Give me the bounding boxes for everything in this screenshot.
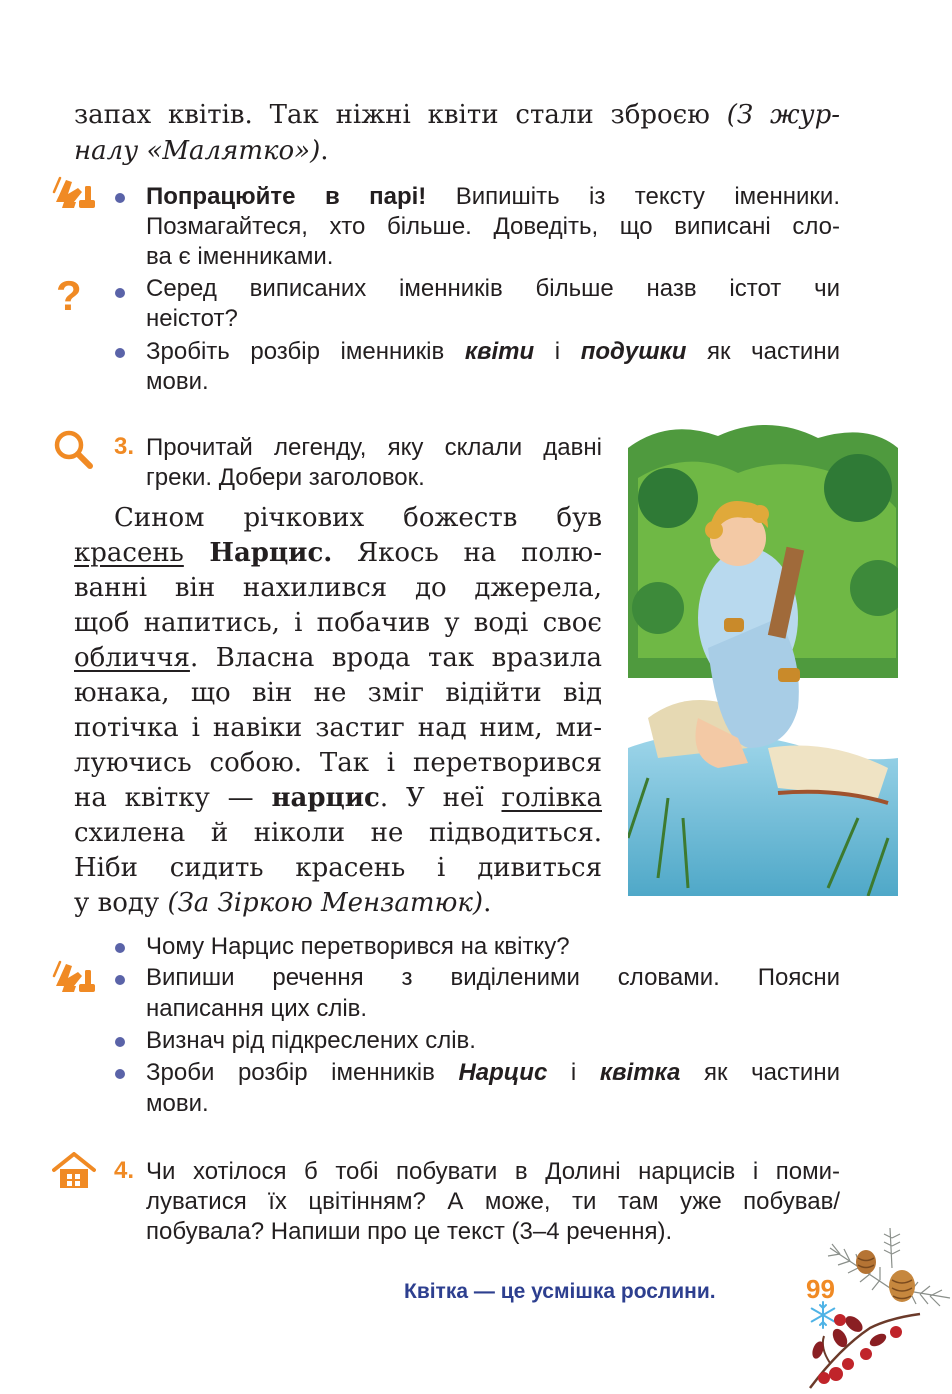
bullet-dot	[115, 348, 125, 358]
magnifier-icon	[52, 428, 96, 472]
footer-motto: Квітка — це усмішка рослини.	[404, 1280, 716, 1303]
pine-branch-decoration	[800, 1228, 952, 1394]
legend-line-10: схилена й ніколи не підводиться.	[74, 818, 602, 848]
question-4-line-1	[146, 1057, 840, 1089]
question-text: Зроби розбір іменників	[146, 1059, 459, 1086]
legend-line-11: Ніби сидить красень і дивиться	[74, 853, 602, 883]
pair-task-text: Випишіть із тексту іменники.	[426, 183, 840, 210]
legend-line-5	[74, 641, 602, 676]
legend-line-7: потічка і навіки застиг над ним, ми-	[74, 713, 602, 743]
question-word-1: Нарцис	[458, 1059, 548, 1086]
legend-line-8: луючись собою. Так і перетворився	[74, 748, 602, 778]
question-3: Визнач рід підкреслених слів.	[146, 1027, 476, 1054]
writing-hand-icon	[52, 172, 98, 212]
bullet-dot	[115, 1069, 125, 1079]
bullet-dot	[115, 1037, 125, 1047]
legend-line-2	[74, 536, 602, 571]
legend-line-9	[74, 781, 602, 816]
legend-line-4: щоб напитись, і побачив у воді своє	[74, 608, 602, 638]
question-2-line-2: написання цих слів.	[146, 995, 368, 1022]
question-word-2: квітка	[599, 1059, 681, 1086]
intro-source: (З жур-	[726, 100, 841, 130]
bold-word: Нарцис.	[183, 538, 333, 568]
intro-line-2	[74, 134, 328, 169]
underlined-word: обличчя	[74, 643, 190, 673]
analysis-text: Зробіть розбір іменників	[146, 338, 465, 365]
pair-task-line-2: Позмагайтеся, хто більше. Доведіть, що виписані сло-	[146, 213, 840, 240]
underlined-word: голівка	[501, 783, 602, 813]
analysis-word-1: квіти	[464, 338, 535, 365]
intro-source-cont: налу «Малятко»)	[74, 136, 321, 166]
page-number: 99	[806, 1274, 835, 1304]
bullet-dot	[115, 943, 125, 953]
intro-period: .	[320, 136, 329, 166]
writing-hand-icon	[52, 956, 98, 996]
question-line-1: Серед виписаних іменників більше назв істот чи	[146, 275, 840, 302]
bullet-dot	[115, 193, 125, 203]
legend-line-1	[74, 501, 602, 536]
legend-line-12	[74, 886, 491, 921]
task4-line-3: побувала? Напиши про це текст (3–4 речення).	[146, 1218, 673, 1245]
intro-line-1	[74, 98, 840, 133]
legend-text: Сином річкових божеств був	[114, 503, 602, 533]
question-mark-icon: ?	[56, 272, 82, 319]
pair-task-line-1	[146, 181, 840, 213]
task4-line-1: Чи хотілося б тобі побувати в Долині нарцисів і поми-	[146, 1158, 840, 1185]
pair-task-heading: Попрацюйте в парі!	[146, 183, 427, 210]
narcissus-illustration	[628, 418, 898, 896]
question-conj: і	[547, 1059, 600, 1086]
bullet-dot	[115, 975, 125, 985]
legend-line-6: юнака, що він не зміг відійти від	[74, 678, 602, 708]
analysis-line-1	[146, 336, 840, 368]
question-2-line-1: Випиши речення з виділеними словами. Поясни	[146, 964, 840, 991]
bullet-dot	[115, 288, 125, 298]
task3-line-2: греки. Добери заголовок.	[146, 464, 425, 491]
legend-text: .	[483, 888, 492, 918]
legend-text: на квітку —	[74, 783, 272, 813]
task3-line-1: Прочитай легенду, яку склали давні	[146, 434, 602, 461]
legend-line-3: ванні він нахилився до джерела,	[74, 573, 602, 603]
analysis-conj: і	[534, 338, 581, 365]
task-number: 3.	[114, 433, 135, 460]
analysis-line-2: мови.	[146, 368, 209, 395]
house-icon	[52, 1152, 96, 1190]
analysis-word-2: подушки	[580, 338, 687, 365]
bold-word: нарцис	[271, 783, 380, 813]
question-text-end: як частини	[680, 1059, 840, 1086]
pair-task-line-3: ва є іменниками.	[146, 243, 334, 270]
task4-line-2: луватися їх цвітінням? А може, ти там уже побував/	[146, 1188, 840, 1215]
intro-text: запах квітів. Так ніжні квіти стали зброєю	[74, 100, 710, 130]
underlined-word: красень	[74, 538, 184, 568]
legend-source: (За Зіркою Мензатюк)	[167, 888, 484, 918]
question-line-2: неістот?	[146, 305, 238, 332]
task-number: 4.	[114, 1157, 135, 1184]
legend-text: . Власна врода так вразила	[189, 643, 602, 673]
legend-text: у воду	[74, 888, 168, 918]
analysis-text-end: як частини	[686, 338, 841, 365]
question-1: Чому Нарцис перетворився на квітку?	[146, 933, 570, 960]
legend-text: . У неї	[379, 783, 502, 813]
question-4-line-2: мови.	[146, 1090, 209, 1117]
legend-text: Якось на полю-	[332, 538, 602, 568]
